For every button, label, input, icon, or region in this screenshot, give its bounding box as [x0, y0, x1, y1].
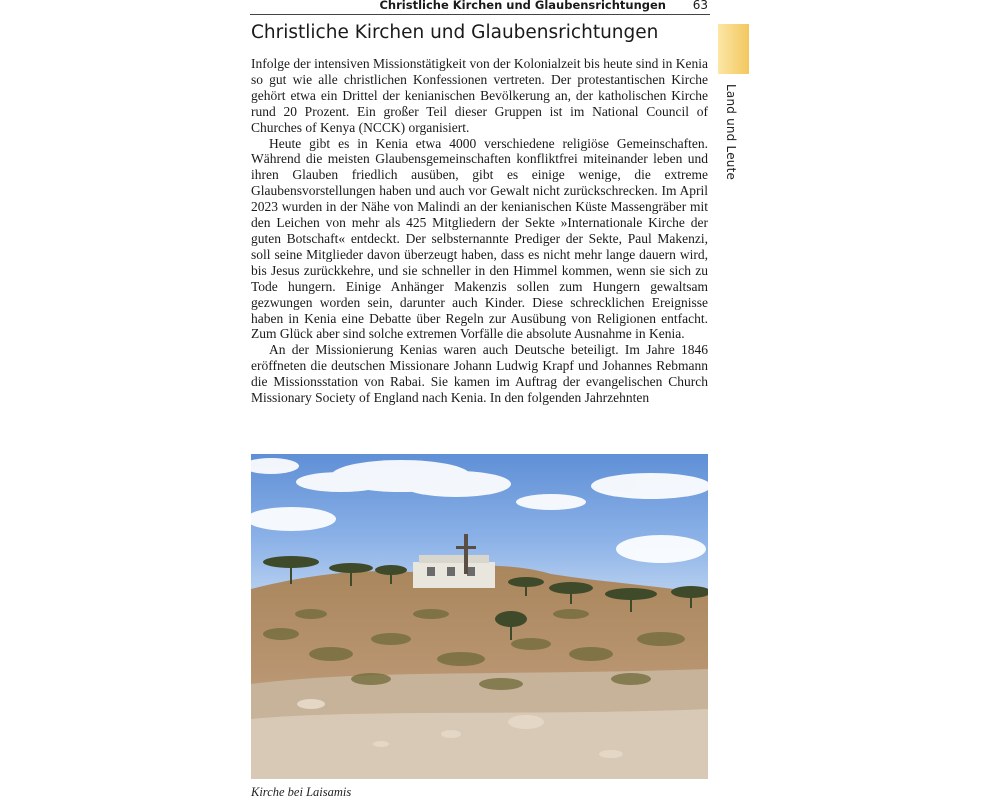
chapter-side-label: Land und Leute	[724, 84, 738, 181]
section-title: Christliche Kirchen und Glaubensrichtungen	[251, 22, 659, 43]
paragraph: Infolge der intensiven Missionstätigkeit von der Kolonialzeit bis heute sind in Kenia so gut wie alle christlichen Konfessionen vertreten. Der protestantischen Kirche gehört etwa ein Drittel der kenianischen Bevölkerung an, der katholischen Kirche rund 20 Prozent. Ein großer Teil dieser Gruppen ist im National Council of Churches of Kenya (NCCK) organisiert.	[251, 56, 708, 135]
page-number: 63	[692, 0, 708, 12]
church-photo	[251, 454, 708, 779]
chapter-thumb-tab	[718, 24, 749, 74]
figure-caption: Kirche bei Laisamis	[251, 785, 352, 799]
paragraph: Heute gibt es in Kenia etwa 4000 verschiedene religiöse Gemeinschaften. Während die meisten Glaubensgemeinschaften konfliktfrei miteinander leben und ihren Glauben friedlich ausüben, gibt es einige wenige, die extreme Glaubensvorstellungen haben und auch vor Gewalt nicht zurückschrecken. Im April 2023 wurden in der Nähe von Malindi an der kenianischen Küste Massengräber mit den Leichen von mehr als 425 Mitgliedern der Sekte »Internationale Kirche der guten Botschaft« entdeckt. Der selbsternannte Prediger der Sekte, Paul Makenzi, soll seine Mitglieder davon überzeugt haben, dass es nicht mehr lange dauern wird, bis Jesus zurückkehre, und sie schneller in den Himmel kommen, wenn sie sich zu Tode hungern. Einige Anhänger Makenzis sollen zum Hungern gewaltsam gezwungen worden sein, darunter auch Kinder. Diese schrecklichen Ereignisse haben in Kenia eine Debatte über Regeln zur Ausübung von Religionen entfacht. Zum Glück aber sind solche extremen Vorfälle die absolute Ausnahme in Kenia.	[251, 135, 708, 342]
running-header	[250, 0, 710, 15]
paragraph: An der Missionierung Kenias waren auch Deutsche beteiligt. Im Jahre 1846 eröffneten die deutschen Missionare Johann Ludwig Krapf und Johannes Rebmann die Missionsstation von Rabai. Sie kamen im Auftrag der evangelischen Church Missionary Society of England nach Kenia. In den folgenden Jahrzehnten	[251, 342, 708, 406]
running-header-title: Christliche Kirchen und Glaubensrichtungen	[379, 0, 666, 12]
body-text	[251, 56, 708, 406]
